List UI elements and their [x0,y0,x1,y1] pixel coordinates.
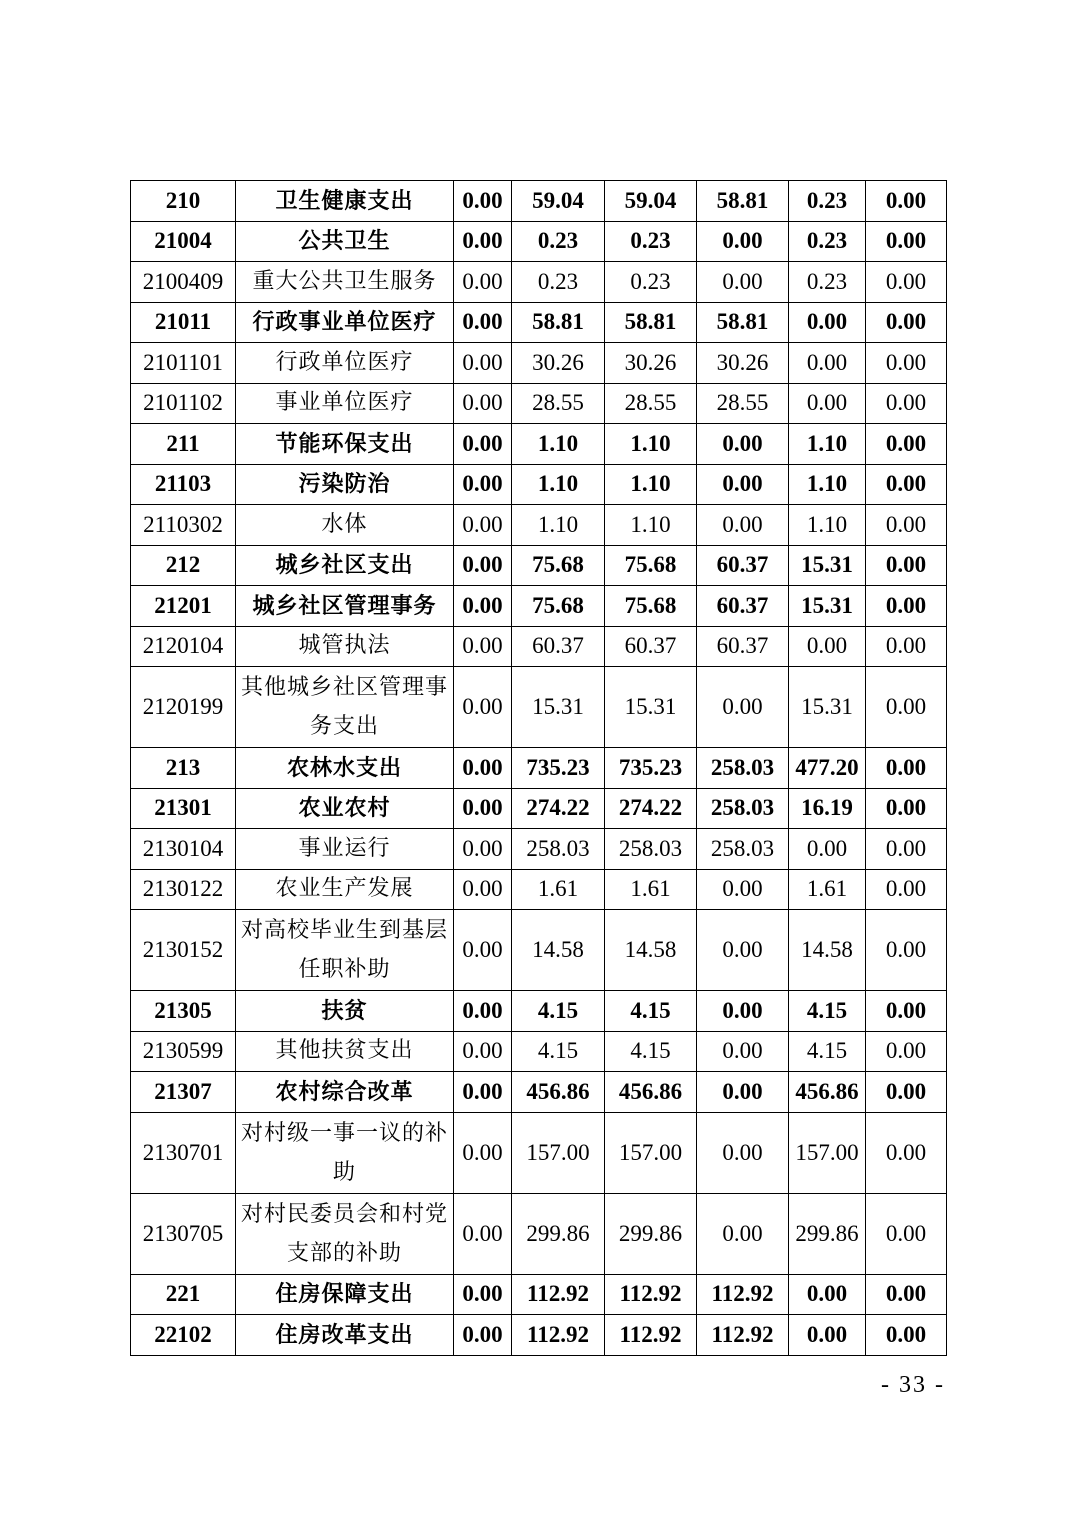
subject-name-cell: 城管执法 [236,626,454,667]
amount-cell: 0.00 [866,991,947,1032]
amount-cell: 0.00 [454,505,512,546]
amount-cell: 0.00 [866,667,947,748]
subject-name-cell: 农林水支出 [236,748,454,789]
amount-cell: 456.86 [605,1072,697,1113]
amount-cell: 456.86 [789,1072,866,1113]
amount-cell: 0.00 [789,1274,866,1315]
subject-name-cell: 重大公共卫生服务 [236,262,454,303]
amount-cell: 0.00 [697,910,789,991]
amount-cell: 0.00 [866,545,947,586]
table-row [131,748,947,789]
amount-cell: 75.68 [512,586,605,627]
amount-cell: 0.00 [697,464,789,505]
amount-cell: 15.31 [789,586,866,627]
subject-name-cell: 卫生健康支出 [236,181,454,222]
amount-cell: 28.55 [605,383,697,424]
table-row [131,383,947,424]
amount-cell: 0.00 [454,910,512,991]
subject-name-cell: 住房改革支出 [236,1315,454,1356]
table-row [131,221,947,262]
amount-cell: 258.03 [697,829,789,870]
subject-code-cell: 21103 [131,464,236,505]
amount-cell: 735.23 [512,748,605,789]
amount-cell: 112.92 [605,1315,697,1356]
amount-cell: 0.23 [789,181,866,222]
subject-name-cell: 其他扶贫支出 [236,1031,454,1072]
table-row [131,910,947,991]
amount-cell: 0.00 [866,1193,947,1274]
table-row [131,181,947,222]
table-row [131,667,947,748]
amount-cell: 735.23 [605,748,697,789]
subject-code-cell: 2110302 [131,505,236,546]
amount-cell: 0.00 [866,788,947,829]
amount-cell: 0.00 [789,626,866,667]
table-row [131,1031,947,1072]
amount-cell: 0.00 [697,262,789,303]
amount-cell: 0.00 [866,1031,947,1072]
amount-cell: 0.23 [512,262,605,303]
table-row [131,464,947,505]
subject-code-cell: 2130104 [131,829,236,870]
subject-code-cell: 21201 [131,586,236,627]
amount-cell: 0.00 [789,302,866,343]
amount-cell: 0.00 [697,505,789,546]
subject-code-cell: 2101101 [131,343,236,384]
amount-cell: 0.00 [454,748,512,789]
table-row [131,1193,947,1274]
amount-cell: 0.00 [866,626,947,667]
subject-code-cell: 212 [131,545,236,586]
amount-cell: 0.00 [454,829,512,870]
subject-code-cell: 2130701 [131,1112,236,1193]
amount-cell: 1.10 [512,464,605,505]
table-row [131,626,947,667]
amount-cell: 1.10 [512,505,605,546]
amount-cell: 0.00 [697,221,789,262]
amount-cell: 0.00 [866,221,947,262]
subject-code-cell: 2130122 [131,869,236,910]
subject-code-cell: 221 [131,1274,236,1315]
budget-table [130,180,947,1356]
amount-cell: 0.00 [866,505,947,546]
amount-cell: 0.00 [697,1112,789,1193]
amount-cell: 0.00 [454,869,512,910]
amount-cell: 0.00 [697,667,789,748]
subject-code-cell: 2130705 [131,1193,236,1274]
amount-cell: 0.00 [454,343,512,384]
amount-cell: 4.15 [512,991,605,1032]
subject-name-cell: 对高校毕业生到基层任职补助 [236,910,454,991]
subject-code-cell: 211 [131,424,236,465]
page-number: - 33 - [881,1372,945,1398]
subject-code-cell: 2120199 [131,667,236,748]
subject-name-cell: 事业单位医疗 [236,383,454,424]
subject-name-cell: 农业农村 [236,788,454,829]
amount-cell: 0.23 [789,221,866,262]
amount-cell: 0.00 [454,383,512,424]
subject-name-cell: 行政事业单位医疗 [236,302,454,343]
subject-name-cell: 行政单位医疗 [236,343,454,384]
amount-cell: 30.26 [697,343,789,384]
subject-name-cell: 农业生产发展 [236,869,454,910]
amount-cell: 0.00 [789,343,866,384]
amount-cell: 0.00 [866,1274,947,1315]
amount-cell: 477.20 [789,748,866,789]
amount-cell: 28.55 [697,383,789,424]
amount-cell: 0.00 [789,829,866,870]
amount-cell: 1.61 [512,869,605,910]
amount-cell: 0.00 [454,302,512,343]
amount-cell: 1.10 [789,505,866,546]
subject-code-cell: 2120104 [131,626,236,667]
amount-cell: 258.03 [512,829,605,870]
subject-code-cell: 213 [131,748,236,789]
subject-name-cell: 污染防治 [236,464,454,505]
amount-cell: 0.00 [789,1315,866,1356]
amount-cell: 157.00 [789,1112,866,1193]
subject-code-cell: 21307 [131,1072,236,1113]
amount-cell: 0.23 [605,221,697,262]
table-row [131,869,947,910]
subject-code-cell: 2100409 [131,262,236,303]
amount-cell: 157.00 [605,1112,697,1193]
amount-cell: 60.37 [605,626,697,667]
amount-cell: 112.92 [512,1274,605,1315]
table-row [131,788,947,829]
amount-cell: 60.37 [697,545,789,586]
amount-cell: 0.00 [866,1072,947,1113]
amount-cell: 0.00 [454,262,512,303]
subject-name-cell: 公共卫生 [236,221,454,262]
amount-cell: 0.00 [454,1112,512,1193]
amount-cell: 4.15 [512,1031,605,1072]
amount-cell: 59.04 [605,181,697,222]
amount-cell: 0.00 [866,181,947,222]
table-row [131,1072,947,1113]
amount-cell: 0.23 [605,262,697,303]
amount-cell: 0.00 [866,586,947,627]
amount-cell: 14.58 [512,910,605,991]
amount-cell: 0.00 [866,869,947,910]
amount-cell: 0.00 [697,991,789,1032]
amount-cell: 0.00 [454,991,512,1032]
amount-cell: 14.58 [605,910,697,991]
amount-cell: 60.37 [512,626,605,667]
subject-name-cell: 水体 [236,505,454,546]
amount-cell: 0.23 [512,221,605,262]
amount-cell: 58.81 [697,302,789,343]
amount-cell: 4.15 [789,991,866,1032]
subject-name-cell: 节能环保支出 [236,424,454,465]
amount-cell: 1.10 [789,424,866,465]
table-row [131,586,947,627]
amount-cell: 0.00 [454,788,512,829]
amount-cell: 274.22 [605,788,697,829]
amount-cell: 299.86 [512,1193,605,1274]
amount-cell: 1.61 [605,869,697,910]
subject-code-cell: 210 [131,181,236,222]
amount-cell: 0.00 [454,1274,512,1315]
amount-cell: 274.22 [512,788,605,829]
amount-cell: 59.04 [512,181,605,222]
table-row [131,991,947,1032]
subject-name-cell: 其他城乡社区管理事务支出 [236,667,454,748]
amount-cell: 14.58 [789,910,866,991]
table-row [131,343,947,384]
subject-code-cell: 2130152 [131,910,236,991]
amount-cell: 0.00 [866,829,947,870]
amount-cell: 0.00 [697,1072,789,1113]
amount-cell: 0.00 [454,667,512,748]
amount-cell: 1.10 [605,424,697,465]
amount-cell: 15.31 [512,667,605,748]
amount-cell: 0.00 [454,1072,512,1113]
amount-cell: 1.61 [789,869,866,910]
amount-cell: 0.00 [866,748,947,789]
table-row [131,424,947,465]
amount-cell: 60.37 [697,626,789,667]
amount-cell: 75.68 [605,586,697,627]
subject-code-cell: 21305 [131,991,236,1032]
amount-cell: 0.00 [697,1031,789,1072]
subject-code-cell: 21301 [131,788,236,829]
subject-code-cell: 21004 [131,221,236,262]
amount-cell: 0.00 [866,383,947,424]
amount-cell: 0.00 [866,1315,947,1356]
amount-cell: 0.00 [454,1193,512,1274]
amount-cell: 112.92 [605,1274,697,1315]
subject-name-cell: 住房保障支出 [236,1274,454,1315]
amount-cell: 0.00 [454,1031,512,1072]
amount-cell: 112.92 [512,1315,605,1356]
subject-name-cell: 对村级一事一议的补助 [236,1112,454,1193]
table-row [131,1112,947,1193]
amount-cell: 60.37 [697,586,789,627]
amount-cell: 0.00 [454,464,512,505]
amount-cell: 112.92 [697,1274,789,1315]
table-row [131,1315,947,1356]
amount-cell: 0.00 [454,181,512,222]
amount-cell: 0.23 [789,262,866,303]
amount-cell: 0.00 [866,464,947,505]
amount-cell: 0.00 [866,302,947,343]
amount-cell: 1.10 [605,464,697,505]
subject-code-cell: 2101102 [131,383,236,424]
amount-cell: 0.00 [866,262,947,303]
amount-cell: 4.15 [789,1031,866,1072]
amount-cell: 4.15 [605,991,697,1032]
amount-cell: 0.00 [454,424,512,465]
subject-name-cell: 农村综合改革 [236,1072,454,1113]
subject-code-cell: 21011 [131,302,236,343]
amount-cell: 30.26 [605,343,697,384]
amount-cell: 1.10 [605,505,697,546]
amount-cell: 16.19 [789,788,866,829]
subject-code-cell: 22102 [131,1315,236,1356]
amount-cell: 0.00 [789,383,866,424]
amount-cell: 4.15 [605,1031,697,1072]
amount-cell: 299.86 [789,1193,866,1274]
amount-cell: 58.81 [512,302,605,343]
table-row [131,545,947,586]
amount-cell: 0.00 [866,424,947,465]
amount-cell: 1.10 [789,464,866,505]
amount-cell: 58.81 [605,302,697,343]
amount-cell: 30.26 [512,343,605,384]
amount-cell: 0.00 [697,424,789,465]
amount-cell: 28.55 [512,383,605,424]
amount-cell: 0.00 [454,586,512,627]
amount-cell: 0.00 [697,869,789,910]
amount-cell: 1.10 [512,424,605,465]
amount-cell: 0.00 [697,1193,789,1274]
amount-cell: 0.00 [866,1112,947,1193]
subject-name-cell: 城乡社区支出 [236,545,454,586]
amount-cell: 258.03 [697,748,789,789]
subject-code-cell: 2130599 [131,1031,236,1072]
amount-cell: 0.00 [454,626,512,667]
amount-cell: 456.86 [512,1072,605,1113]
amount-cell: 75.68 [605,545,697,586]
amount-cell: 75.68 [512,545,605,586]
amount-cell: 15.31 [789,667,866,748]
amount-cell: 0.00 [454,221,512,262]
table-row [131,1274,947,1315]
amount-cell: 258.03 [605,829,697,870]
amount-cell: 157.00 [512,1112,605,1193]
table-row [131,302,947,343]
subject-name-cell: 对村民委员会和村党支部的补助 [236,1193,454,1274]
table-row [131,505,947,546]
table-row [131,262,947,303]
amount-cell: 0.00 [454,1315,512,1356]
amount-cell: 15.31 [789,545,866,586]
budget-table-body [131,181,947,1356]
amount-cell: 258.03 [697,788,789,829]
amount-cell: 0.00 [866,343,947,384]
amount-cell: 0.00 [454,545,512,586]
subject-name-cell: 扶贫 [236,991,454,1032]
amount-cell: 112.92 [697,1315,789,1356]
amount-cell: 58.81 [697,181,789,222]
amount-cell: 0.00 [866,910,947,991]
table-row [131,829,947,870]
amount-cell: 15.31 [605,667,697,748]
subject-name-cell: 事业运行 [236,829,454,870]
amount-cell: 299.86 [605,1193,697,1274]
subject-name-cell: 城乡社区管理事务 [236,586,454,627]
